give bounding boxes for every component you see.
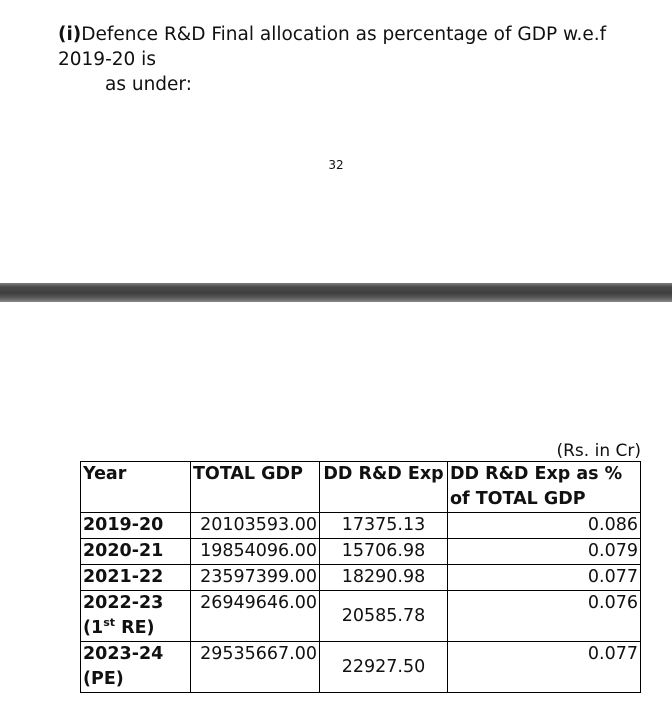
cell-pct: 0.077	[448, 565, 641, 591]
cell-pct: 0.077	[448, 642, 641, 693]
header-total-gdp: TOTAL GDP	[191, 462, 320, 513]
header-rd-pct	[448, 462, 641, 513]
table-row	[81, 539, 641, 565]
cell-exp: 22927.50	[320, 642, 448, 693]
table-row	[81, 565, 641, 591]
cell-exp: 20585.78	[320, 591, 448, 642]
year-note: (1st RE)	[83, 616, 155, 638]
cell-gdp: 26949646.00	[191, 591, 320, 642]
cell-year: 2019-20	[81, 513, 191, 539]
cell-year	[81, 591, 191, 642]
page-number: 32	[328, 158, 344, 172]
cell-pct: 0.076	[448, 591, 641, 642]
heading-line-1: Defence R&D Final allocation as percentage of GDP w.e.f 2019-20 is	[58, 24, 607, 70]
heading-line-2: as under:	[105, 74, 192, 95]
page-break-divider	[0, 283, 672, 302]
year-note: (PE)	[83, 669, 124, 689]
cell-pct: 0.086	[448, 513, 641, 539]
unit-note: (Rs. in Cr)	[556, 441, 641, 461]
year-label: 2022-23	[83, 593, 164, 613]
cell-exp: 18290.98	[320, 565, 448, 591]
header-rd-pct-line-1: DD R&D Exp as %	[450, 464, 623, 484]
header-year: Year	[81, 462, 191, 513]
cell-year	[81, 642, 191, 693]
cell-year: 2021-22	[81, 565, 191, 591]
section-heading	[58, 22, 658, 97]
header-rd-exp: DD R&D Exp	[320, 462, 448, 513]
table-row	[81, 513, 641, 539]
cell-gdp: 20103593.00	[191, 513, 320, 539]
cell-gdp: 19854096.00	[191, 539, 320, 565]
cell-exp: 15706.98	[320, 539, 448, 565]
header-rd-pct-line-2: of TOTAL GDP	[450, 489, 586, 509]
cell-exp: 17375.13	[320, 513, 448, 539]
cell-pct: 0.079	[448, 539, 641, 565]
cell-gdp: 29535667.00	[191, 642, 320, 693]
rd-allocation-table	[80, 461, 641, 693]
heading-marker: (i)	[58, 24, 82, 45]
year-label: 2023-24	[83, 644, 164, 664]
table-row	[81, 591, 641, 642]
table-row	[81, 642, 641, 693]
table-header-row	[81, 462, 641, 513]
cell-year: 2020-21	[81, 539, 191, 565]
cell-gdp: 23597399.00	[191, 565, 320, 591]
